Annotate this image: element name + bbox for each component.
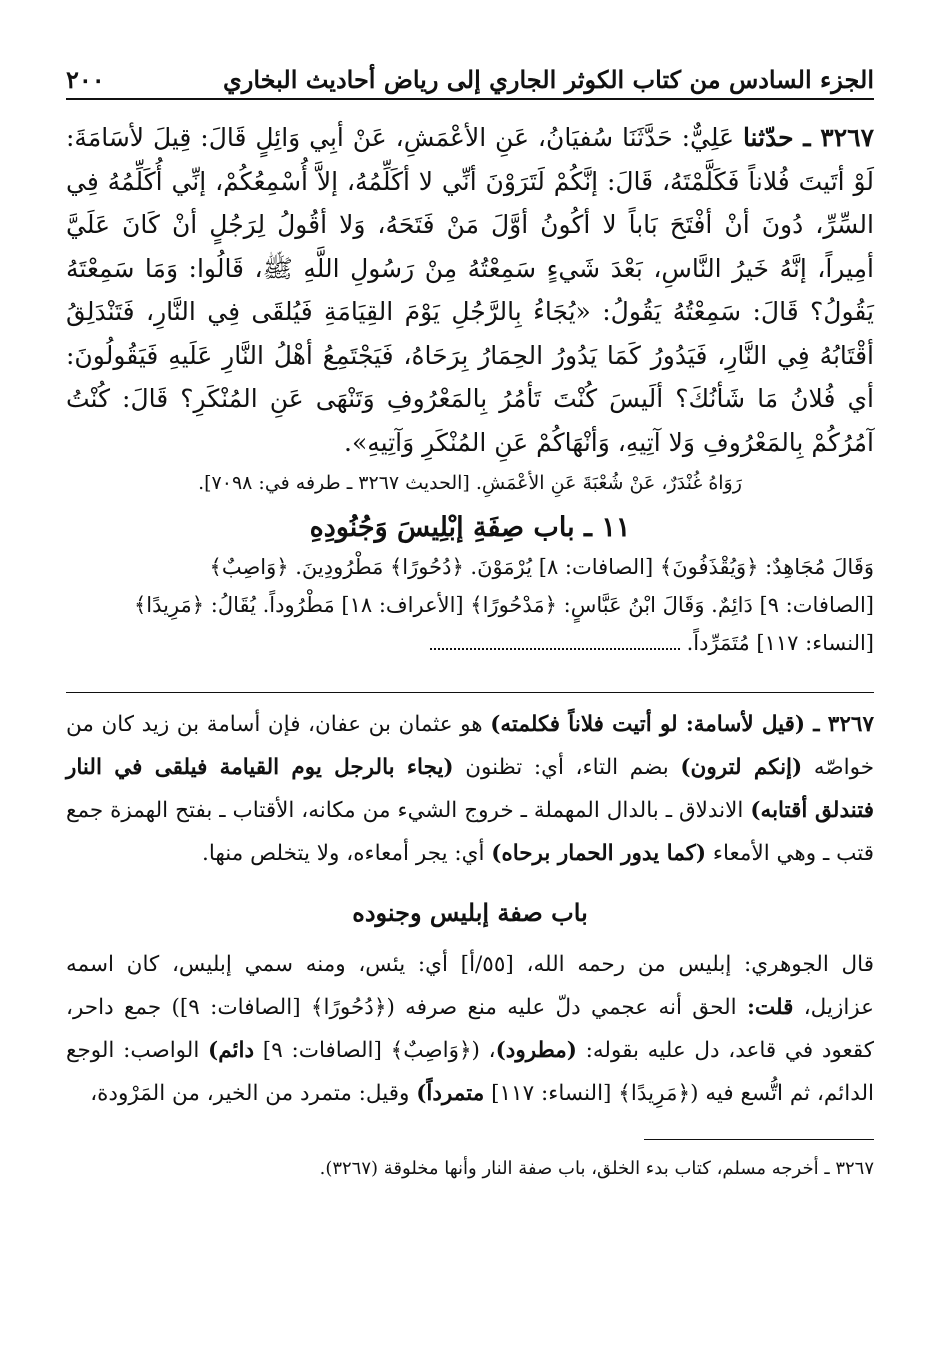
chapter-quote-line: [الصافات: ٩] دَائِمٌ. وَقَالَ ابْنُ عَبَّاسٍ: ﴿مَدْحُورًا﴾ [الأعراف: ١٨] مَطْرُوداً. يُقَالُ: ﴿مَرِيدًا﴾: [133, 593, 874, 617]
hadith-number: ٣٢٦٧ ـ حدّثنا: [742, 123, 874, 152]
dotted-separator: [430, 640, 680, 650]
commentary-bold: (كما يدور الحمار برحاه): [491, 841, 707, 866]
book-page: [66, 58, 874, 1186]
hadith-text: [66, 116, 874, 464]
commentary-rule: [66, 692, 874, 693]
commentary-plain: قال الجوهري: إبليس من رحمه الله، [٥٥/أ] أي: يئس، ومنه سمي إبليس، كان اسمه عزازيل،: [66, 952, 874, 1020]
commentary-bold: متمرداً): [416, 1081, 485, 1106]
commentary-bold: (إنكم لترون): [680, 755, 803, 780]
footnote-rule: [644, 1139, 874, 1140]
book-title: الجزء السادس من كتاب الكوثر الجاري إلى رياض أحاديث البخاري: [222, 65, 874, 94]
hadith-riwaya: رَوَاهُ غُنْدَرٌ، عَنْ شُعْبَةَ عَنِ الأعْمَشِ. [الحديث ٣٢٦٧ ـ طرفه في: ٧٠٩٨].: [198, 472, 742, 494]
commentary-text: [66, 703, 874, 875]
chapter-quote-end: [النساء: ١١٧] مُتَمَرِّداً.: [686, 631, 874, 655]
commentary-plain: وقيل: متمرد من الخير، من المَرْودة،: [90, 1081, 417, 1106]
hadith-body: عَلِيٌّ: حَدَّثَنَا سُفيَانُ، عَنِ الأعْمَشِ، عَنْ أبِي وَائِلٍ قَالَ: قِيلَ لأسَامَةَ: لَوْ أتَيتَ فُلاناً فَكَلَّمْتَهُ، قَالَ: إنَّكُمْ لَتَرَوْنَ أنِّي لا أكَلِّمُهُ، إلاَّ أُسْمِعُكُمْ، إنِّي أُكَلِّمُهُ فِي السِّرِّ، دُونَ أنْ أفْتَحَ بَاباً لا أكُونُ أوَّلَ مَنْ فَتَحَهُ، وَلا أقُولُ لِرَجُلٍ أنْ كَانَ عَلَيَّ أمِيراً، إنَّهُ خَيرُ النَّاسِ، بَعْدَ شَيءٍ سَمِعْتُهُ مِنْ رَسُولِ اللَّهِ ﷺ، قَالُوا: وَمَا سَمِعْتَهُ يَقُولُ؟ قَالَ: سَمِعْتُهُ يَقُولُ: «يُجَاءُ بِالرَّجُلِ يَوْمَ القِيَامَةِ فَيُلقَى فِي النَّارِ، فَتَنْدَلِقُ أقْتَابُهُ فِي النَّارِ، فَيَدُورُ كَمَا يَدُورُ الحِمَارُ بِرَحَاهُ، فَيَجْتَمِعُ أهْلُ النَّارِ عَلَيهِ فَيَقُولُونَ: أي فُلانُ مَا شَأنُكَ؟ ألَيسَ كُنْتَ تَأمُرُ بِالمَعْرُوفِ وَتَنْهَى عَنِ المُنْكَرِ؟ قَالَ: كُنْتُ آمُرُكُمْ بِالمَعْرُوفِ وَلا آتِيهِ، وَأنْهَاكُمْ عَنِ المُنْكَرِ وَآتِيهِ».: [66, 123, 874, 457]
commentary-chapter-title: باب صفة إبليس وجنوده: [352, 898, 588, 927]
page-number: ٢٠٠: [66, 65, 105, 94]
commentary-bold: (مطرود): [495, 1038, 577, 1063]
commentary-chapter-text: [66, 943, 874, 1115]
commentary-plain: الاندلاق ـ بالدال المهملة ـ خروج الشيء من مكانه، الأقتاب ـ بفتح الهمزة جمع قتب ـ وهي الأمعاء: [66, 798, 874, 866]
commentary-plain: الحق أنه عجمي دلّ عليه منع صرفه (﴿دُحُورًا﴾ [الصافات: ٩]) جمع داحر، كقعود في قاعد، دل عليه بقوله:: [66, 995, 874, 1063]
chapter-quote-line: وَقَالَ مُجَاهِدٌ: ﴿وَيُقْذَفُونَ﴾ [الصافات: ٨] يُرْمَوْنَ. ﴿دُحُورًا﴾ مَطْرُودِينَ. ﴿وَاصِبٌ﴾: [209, 555, 874, 579]
page-header: [66, 58, 874, 94]
header-rule: [66, 98, 874, 100]
commentary-bold: دائم): [208, 1038, 255, 1063]
chapter-quotes: [66, 548, 874, 662]
chapter-quote-line: [66, 624, 874, 662]
commentary-plain: هو عثمان بن عفان، فإن أسامة بن زيد كان من خواصّه: [66, 712, 874, 780]
chapter-title: ١١ ـ باب صِفَةِ إبْلِيسَ وَجُنُودِهِ: [309, 512, 631, 543]
commentary-bold: قلت:: [746, 995, 794, 1020]
commentary-plain: أي: يجر أمعاءه، ولا يتخلص منها.: [202, 841, 492, 866]
commentary-bold: ٣٢٦٧ ـ (قيل لأسامة: لو أتيت فلاناً فكلمته): [490, 712, 874, 737]
commentary-plain: ، (﴿وَاصِبٌ﴾ [الصافات: ٩]: [254, 1038, 496, 1063]
commentary-bold: (يجاء بالرجل يوم القيامة فيلقى في النار فتندلق أقتابه): [66, 755, 874, 823]
footnote: ٣٢٦٧ ـ أخرجه مسلم، كتاب بدء الخلق، باب صفة النار وأنها مخلوقة (٣٢٦٧).: [319, 1158, 874, 1179]
commentary-plain: الواصب: الوجع الدائم، ثم اتُّسع فيه (﴿مَرِيدًا﴾ [النساء: ١١٧]: [66, 1038, 874, 1106]
commentary-plain: بضم التاء، أي: تظنون: [453, 755, 681, 780]
